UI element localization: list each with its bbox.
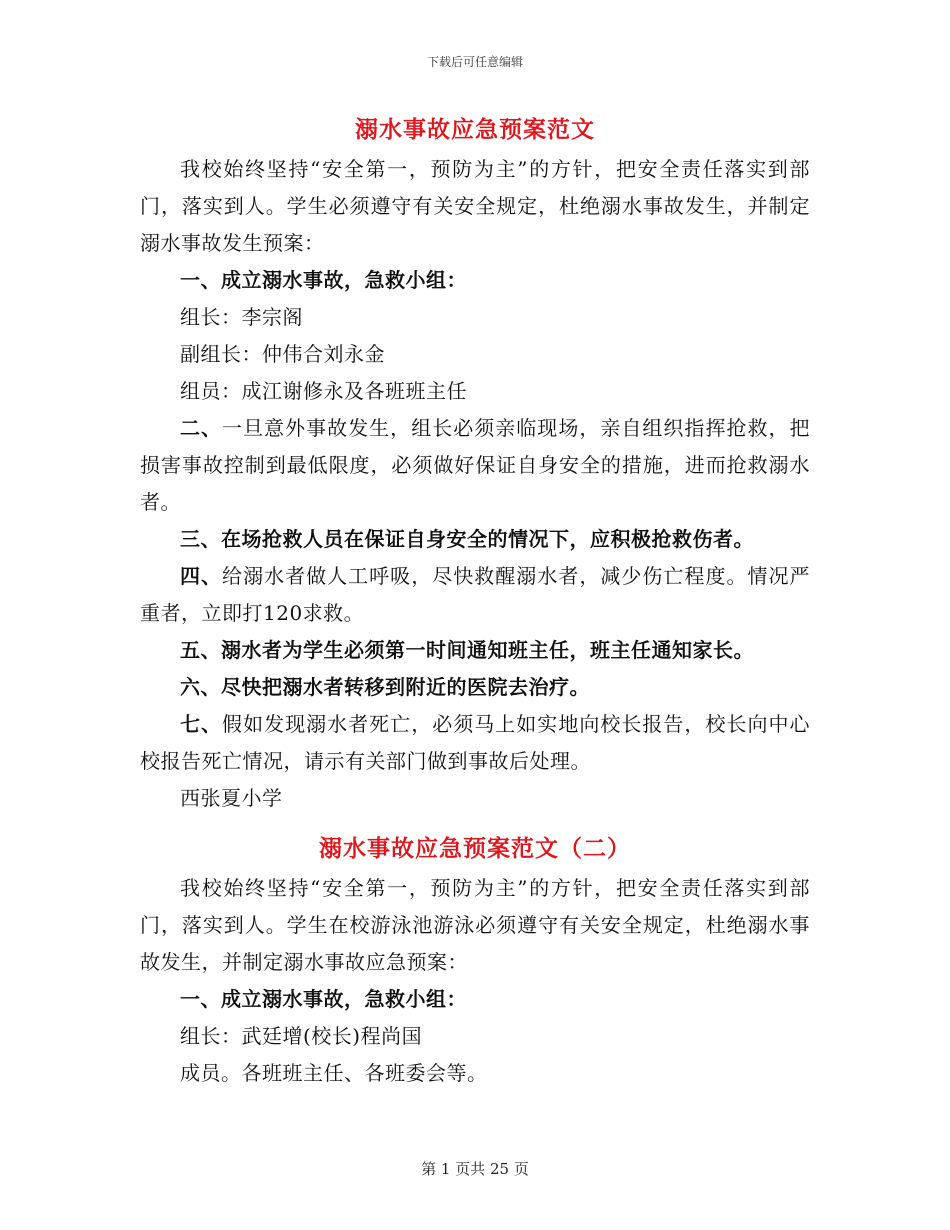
section1-title: 溺水事故应急预案范文 <box>355 116 595 143</box>
section1-school: 西张夏小学 <box>180 786 283 810</box>
section1-item7-label: 七、 <box>180 712 223 736</box>
section1-item7 <box>140 706 810 780</box>
section2-item1-heading: 一、成立溺水事故，急救小组： <box>180 987 467 1011</box>
section1-vice-leader: 副组长：仲伟合刘永金 <box>180 342 385 366</box>
page-footer: 第 1 页共 25 页 <box>421 1160 529 1178</box>
section1-intro: 我校始终坚持“安全第一，预防为主”的方针，把安全责任落实到部门，落实到人。学生必须遵守有关安全规定，杜绝溺水事故发生，并制定溺水事故发生预案： <box>140 157 810 255</box>
section1-item1-heading: 一、成立溺水事故，急救小组： <box>180 268 467 292</box>
document-body <box>140 112 810 1092</box>
section1-item3: 三、在场抢救人员在保证自身安全的情况下，应积极抢救伤者。 <box>180 527 754 551</box>
section2-intro: 我校始终坚持“安全第一，预防为主”的方针，把安全责任落实到部门，落实到人。学生在校游泳池游泳必须遵守有关安全规定，杜绝溺水事故发生，并制定溺水事故应急预案： <box>140 876 810 974</box>
section1-leader: 组长：李宗阁 <box>180 305 303 329</box>
section2-leader: 组长：武廷增(校长)程尚国 <box>180 1024 423 1048</box>
section1-item2-text: 一旦意外事故发生，组长必须亲临现场，亲自组织指挥抢救，把损害事故控制到最低限度，必须做好保证自身安全的措施，进而抢救溺水者。 <box>140 416 811 514</box>
section1-item5: 五、溺水者为学生必须第一时间通知班主任，班主任通知家长。 <box>180 638 754 662</box>
section1-item4 <box>140 558 810 632</box>
section1-item7-text: 假如发现溺水者死亡，必须马上如实地向校长报告，校长向中心校报告死亡情况，请示有关部门做到事故后处理。 <box>140 712 811 773</box>
section1-item4-label: 四、 <box>180 564 223 588</box>
header-note: 下载后可任意编辑 <box>426 55 523 69</box>
section2-members: 成员。各班班主任、各班委会等。 <box>180 1061 488 1085</box>
section1-members: 组员：成江谢修永及各班班主任 <box>180 379 467 403</box>
section1-item6: 六、尽快把溺水者转移到附近的医院去治疗。 <box>180 675 590 699</box>
section2-title: 溺水事故应急预案范文（二） <box>319 835 631 862</box>
section1-item2 <box>140 410 810 521</box>
section1-item4-text: 给溺水者做人工呼吸，尽快救醒溺水者，减少伤亡程度。情况严重者，立即打120求救。 <box>140 564 811 625</box>
section1-item2-label: 二、 <box>180 416 223 440</box>
